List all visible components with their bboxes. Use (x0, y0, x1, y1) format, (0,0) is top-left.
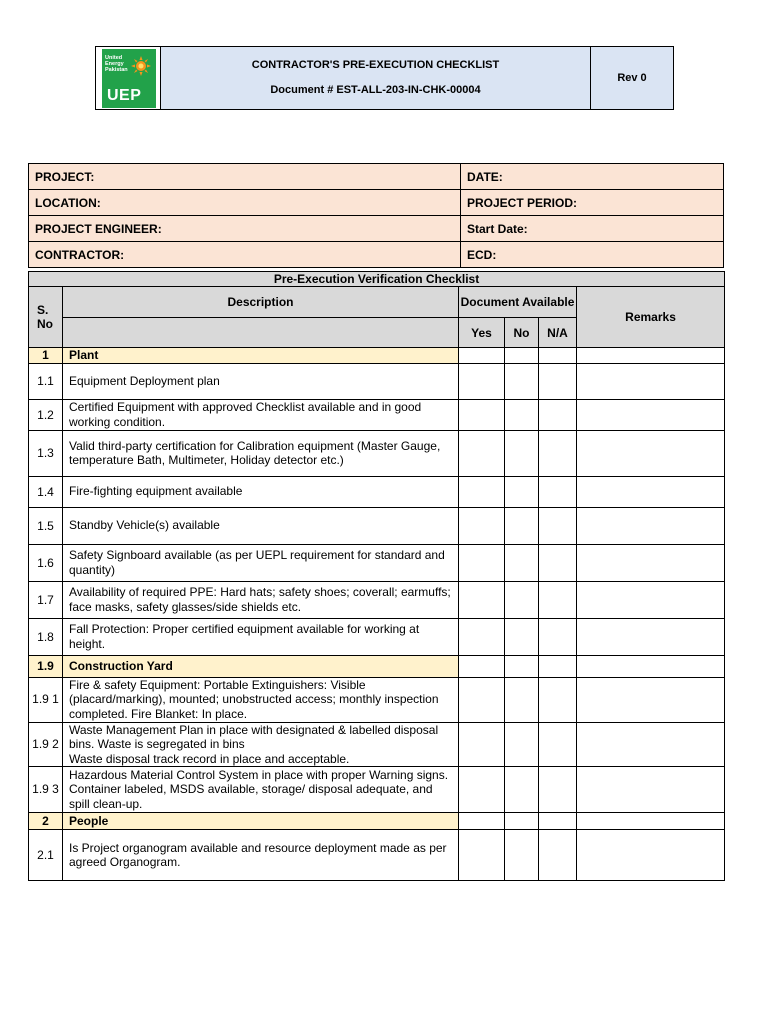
yes-cell[interactable] (459, 830, 505, 881)
checklist-row (29, 430, 725, 476)
document-header (95, 46, 674, 110)
na-cell[interactable] (539, 507, 577, 544)
yes-cell[interactable] (459, 618, 505, 655)
row-description: Waste Management Plan in place with designated & labelled disposal bins. Waste is segregated in bins Waste disposal track record in place and acceptable. (63, 722, 459, 767)
project-info-table (28, 163, 724, 268)
row-description: Safety Signboard available (as per UEPL requirement for standard and quantity) (63, 544, 459, 581)
no-cell[interactable] (505, 507, 539, 544)
yes-cell[interactable] (459, 544, 505, 581)
remarks-cell[interactable] (577, 348, 725, 364)
checklist-row (29, 830, 725, 881)
remarks-cell[interactable] (577, 618, 725, 655)
na-cell[interactable] (539, 476, 577, 507)
remarks-cell[interactable] (577, 430, 725, 476)
row-sno: 1.9 2 (29, 722, 63, 767)
row-sno: 1 (29, 348, 63, 364)
no-cell[interactable] (505, 722, 539, 767)
yes-cell[interactable] (459, 348, 505, 364)
row-sno: 1.7 (29, 581, 63, 618)
na-cell[interactable] (539, 399, 577, 430)
remarks-cell[interactable] (577, 363, 725, 399)
remarks-cell[interactable] (577, 476, 725, 507)
row-sno: 1.6 (29, 544, 63, 581)
row-description: Fall Protection: Proper certified equipment available for working at height. (63, 618, 459, 655)
yes-cell[interactable] (459, 507, 505, 544)
remarks-cell[interactable] (577, 581, 725, 618)
no-cell[interactable] (505, 348, 539, 364)
row-description: Valid third-party certification for Calibration equipment (Master Gauge, temperature Bath, Multimeter, Holiday detector etc.) (63, 430, 459, 476)
yes-cell[interactable] (459, 476, 505, 507)
remarks-cell[interactable] (577, 544, 725, 581)
no-cell[interactable] (505, 399, 539, 430)
row-sno: 1.9 3 (29, 767, 63, 813)
date-field[interactable]: DATE: (461, 164, 724, 190)
section-row (29, 348, 725, 364)
no-cell[interactable] (505, 618, 539, 655)
checklist-row (29, 476, 725, 507)
logo-text: United Energy Pakistan (105, 55, 128, 73)
na-cell[interactable] (539, 767, 577, 813)
project-period-field[interactable]: PROJECT PERIOD: (461, 190, 724, 216)
row-description: Construction Yard (63, 655, 459, 677)
checklist-row (29, 399, 725, 430)
no-cell[interactable] (505, 813, 539, 830)
start-date-field[interactable]: Start Date: (461, 216, 724, 242)
row-description: Certified Equipment with approved Checklist available and in good working condition. (63, 399, 459, 430)
no-cell[interactable] (505, 363, 539, 399)
remarks-cell[interactable] (577, 830, 725, 881)
no-cell[interactable] (505, 655, 539, 677)
checklist-row (29, 581, 725, 618)
remarks-cell[interactable] (577, 655, 725, 677)
na-cell[interactable] (539, 830, 577, 881)
document-number: Document # EST-ALL-203-IN-CHK-00004 (270, 84, 481, 96)
row-sno: 1.3 (29, 430, 63, 476)
na-cell[interactable] (539, 677, 577, 722)
row-description: Fire-fighting equipment available (63, 476, 459, 507)
checklist-row (29, 722, 725, 767)
uep-logo (102, 49, 156, 108)
logo-cell (96, 47, 161, 110)
no-cell[interactable] (505, 476, 539, 507)
section-row (29, 813, 725, 830)
row-description: Equipment Deployment plan (63, 363, 459, 399)
verification-checklist (28, 271, 725, 881)
remarks-cell[interactable] (577, 722, 725, 767)
na-cell[interactable] (539, 581, 577, 618)
checklist-row (29, 544, 725, 581)
checklist-banner: Pre-Execution Verification Checklist (29, 272, 725, 287)
header-remarks: Remarks (577, 287, 725, 348)
no-cell[interactable] (505, 544, 539, 581)
row-description: Plant (63, 348, 459, 364)
row-sno: 1.8 (29, 618, 63, 655)
na-cell[interactable] (539, 430, 577, 476)
no-cell[interactable] (505, 830, 539, 881)
header-yes: Yes (459, 318, 505, 348)
yes-cell[interactable] (459, 677, 505, 722)
sun-icon (131, 56, 151, 76)
remarks-cell[interactable] (577, 399, 725, 430)
checklist-row (29, 677, 725, 722)
yes-cell[interactable] (459, 655, 505, 677)
na-cell[interactable] (539, 544, 577, 581)
header-sno: S. No (29, 287, 63, 348)
na-cell[interactable] (539, 618, 577, 655)
checklist-row (29, 618, 725, 655)
no-cell[interactable] (505, 767, 539, 813)
row-sno: 2 (29, 813, 63, 830)
yes-cell[interactable] (459, 430, 505, 476)
yes-cell[interactable] (459, 722, 505, 767)
no-cell[interactable] (505, 581, 539, 618)
section-row (29, 655, 725, 677)
logo-abbr: UEP (107, 87, 142, 104)
contractor-field[interactable]: CONTRACTOR: (29, 242, 461, 268)
location-field[interactable]: LOCATION: (29, 190, 461, 216)
header-description-blank (63, 318, 459, 348)
na-cell[interactable] (539, 813, 577, 830)
remarks-cell[interactable] (577, 507, 725, 544)
yes-cell[interactable] (459, 363, 505, 399)
row-sno: 1.5 (29, 507, 63, 544)
revision: Rev 0 (591, 47, 674, 110)
row-description: Fire & safety Equipment: Portable Extinguishers: Visible (placard/marking), mounted; unobstructed access; monthly inspection completed. Fire Blanket: In place. (63, 677, 459, 722)
no-cell[interactable] (505, 677, 539, 722)
row-sno: 1.1 (29, 363, 63, 399)
header-na: N/A (539, 318, 577, 348)
row-description: Is Project organogram available and resource deployment made as per agreed Organogram. (63, 830, 459, 881)
na-cell[interactable] (539, 348, 577, 364)
remarks-cell[interactable] (577, 767, 725, 813)
yes-cell[interactable] (459, 399, 505, 430)
ecd-field[interactable]: ECD: (461, 242, 724, 268)
na-cell[interactable] (539, 655, 577, 677)
row-sno: 1.4 (29, 476, 63, 507)
title-cell (161, 47, 591, 110)
na-cell[interactable] (539, 722, 577, 767)
header-document-available: Document Available (459, 287, 577, 318)
row-description: Standby Vehicle(s) available (63, 507, 459, 544)
remarks-cell[interactable] (577, 813, 725, 830)
yes-cell[interactable] (459, 767, 505, 813)
project-field[interactable]: PROJECT: (29, 164, 461, 190)
checklist-row (29, 363, 725, 399)
na-cell[interactable] (539, 363, 577, 399)
row-sno: 1.9 (29, 655, 63, 677)
checklist-row (29, 507, 725, 544)
row-sno: 1.9 1 (29, 677, 63, 722)
project-engineer-field[interactable]: PROJECT ENGINEER: (29, 216, 461, 242)
row-sno: 1.2 (29, 399, 63, 430)
row-description: People (63, 813, 459, 830)
no-cell[interactable] (505, 430, 539, 476)
header-description: Description (63, 287, 459, 318)
yes-cell[interactable] (459, 813, 505, 830)
row-sno: 2.1 (29, 830, 63, 881)
yes-cell[interactable] (459, 581, 505, 618)
checklist-row (29, 767, 725, 813)
remarks-cell[interactable] (577, 677, 725, 722)
row-description: Availability of required PPE: Hard hats; safety shoes; coverall; earmuffs; face masks, safety glasses/side shields etc. (63, 581, 459, 618)
row-description: Hazardous Material Control System in place with proper Warning signs. Container labeled, MSDS available, storage/ disposal adequate, and spill clean-up. (63, 767, 459, 813)
document-title: CONTRACTOR'S PRE-EXECUTION CHECKLIST (251, 59, 500, 71)
header-no: No (505, 318, 539, 348)
